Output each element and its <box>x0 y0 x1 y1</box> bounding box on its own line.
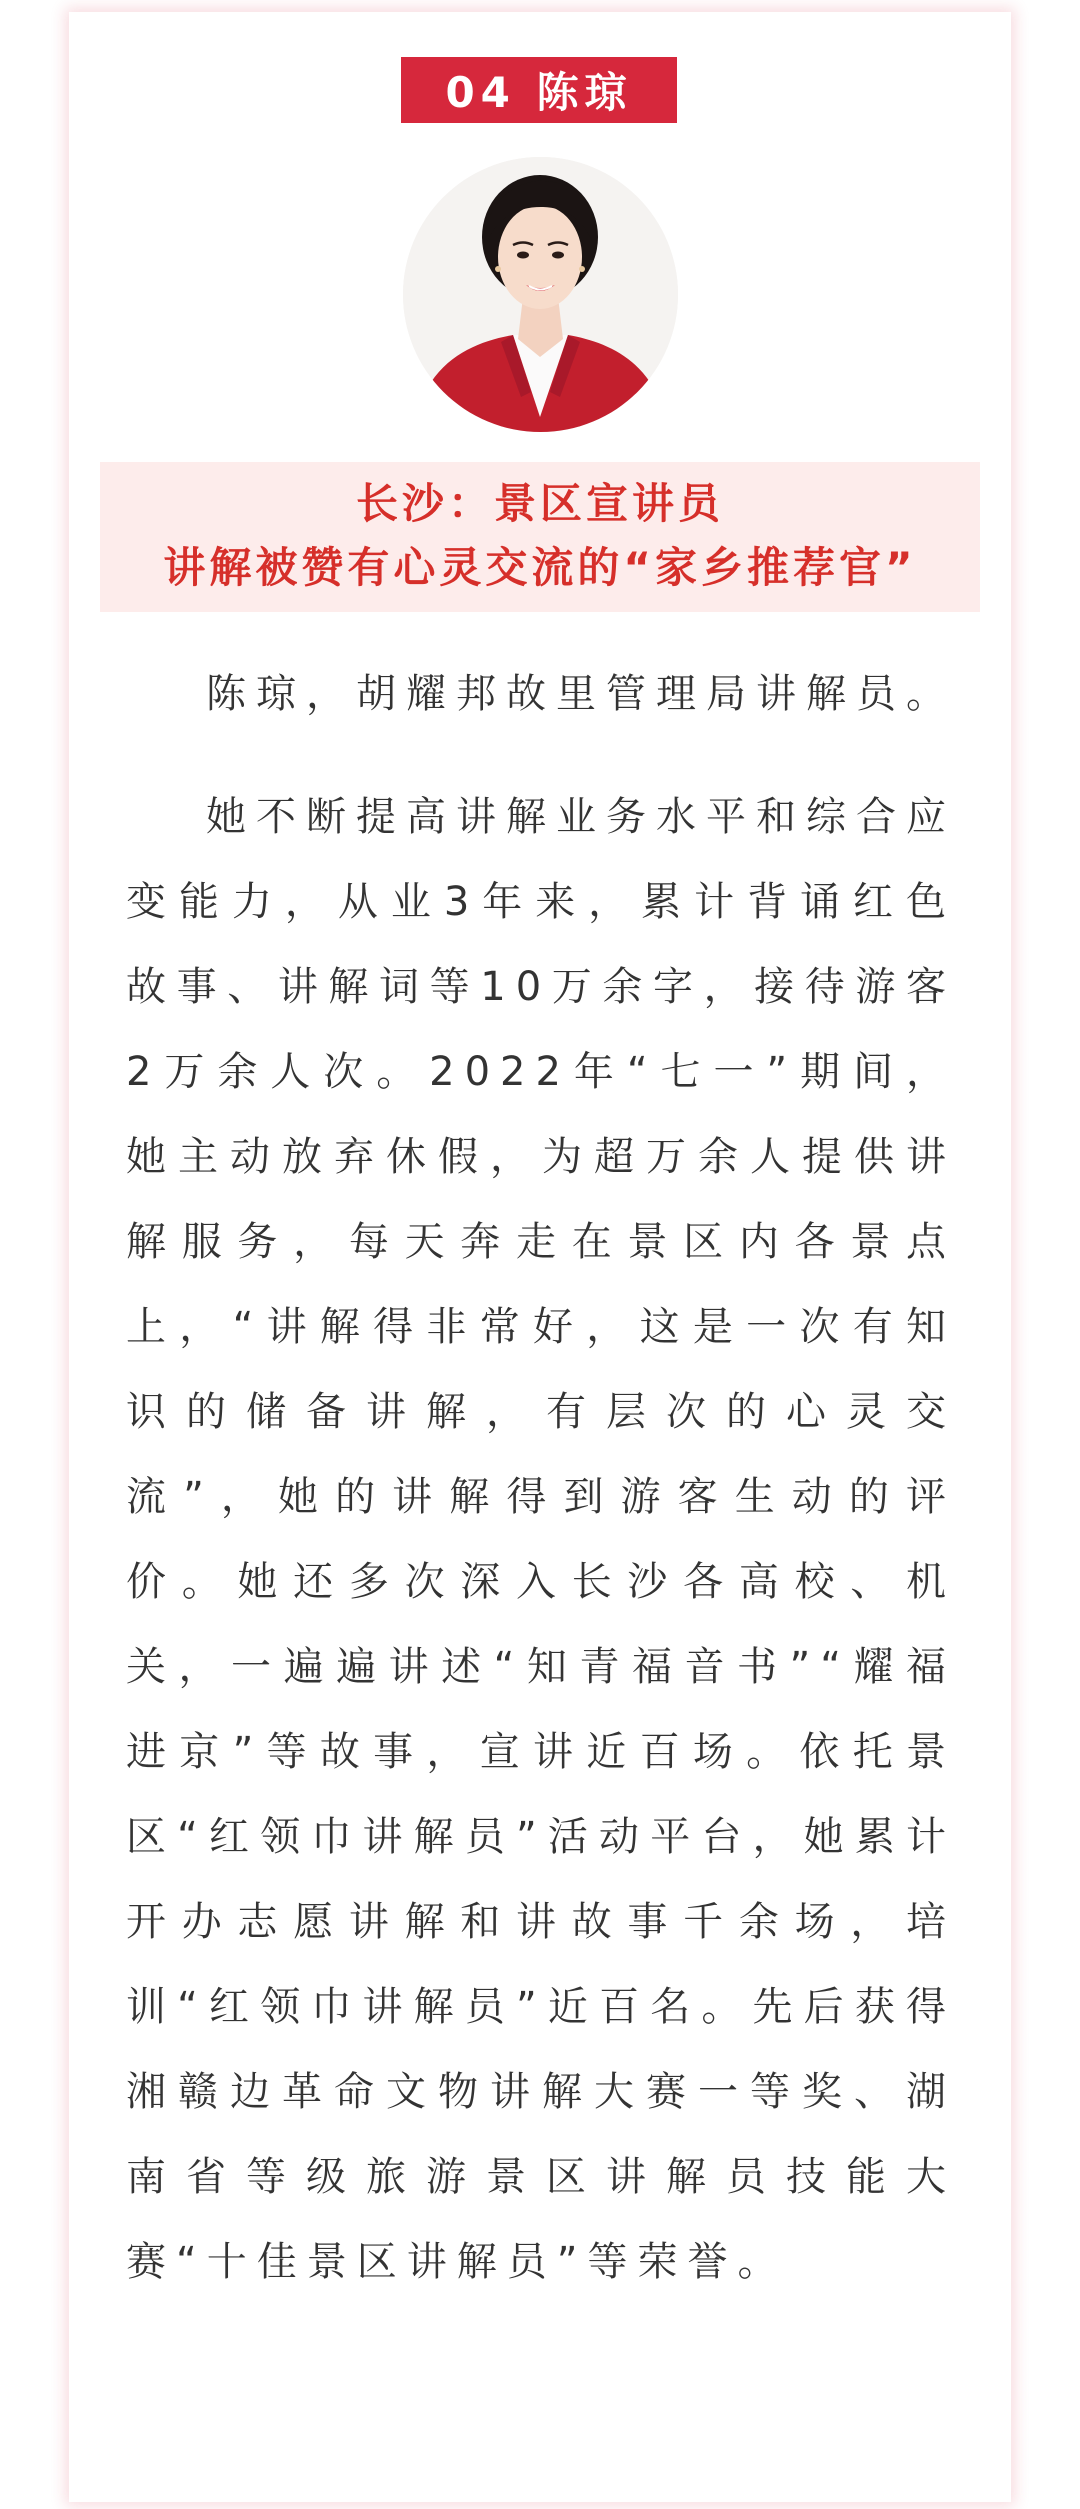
portrait-photo <box>403 157 678 432</box>
portrait-illustration <box>403 157 678 432</box>
profile-number-badge <box>401 57 677 123</box>
headline-line-2: 讲解被赞有心灵交流的“家乡推荐官” <box>163 543 917 592</box>
headline-line-1: 长沙：景区宣讲员 <box>355 479 724 528</box>
article-body <box>126 652 956 2343</box>
headline-banner <box>100 462 980 612</box>
article-paragraph-1: 陈琼，胡耀邦故里管理局讲解员。 <box>206 671 956 717</box>
profile-number-title: 04 陈琼 <box>445 68 633 117</box>
article-paragraph-2: 她不断提高讲解业务水平和综合应变能力，从业3年来，累计背诵红色故事、讲解词等10万余字，接待游客2万余人次。2022年“七一”期间，她主动放弃休假，为超万余人提供讲解服务，每天奔走在景区内各景点上，“讲解得非常好，这是一次有知识的储备讲解，有层次的心灵交流”，她的讲解得到游客生动的评价。她还多次深入长沙各高校、机关，一遍遍讲述“知青福音书”“耀福进京”等故事，宣讲近百场。依托景区“红领巾讲解员”活动平台，她累计开办志愿讲解和讲故事千余场，培训“红领巾讲解员”近百名。先后获得湘赣边革命文物讲解大赛一等奖、湖南省等级旅游景区讲解员技能大赛“十佳景区讲解员”等荣誉。 <box>126 794 956 2285</box>
